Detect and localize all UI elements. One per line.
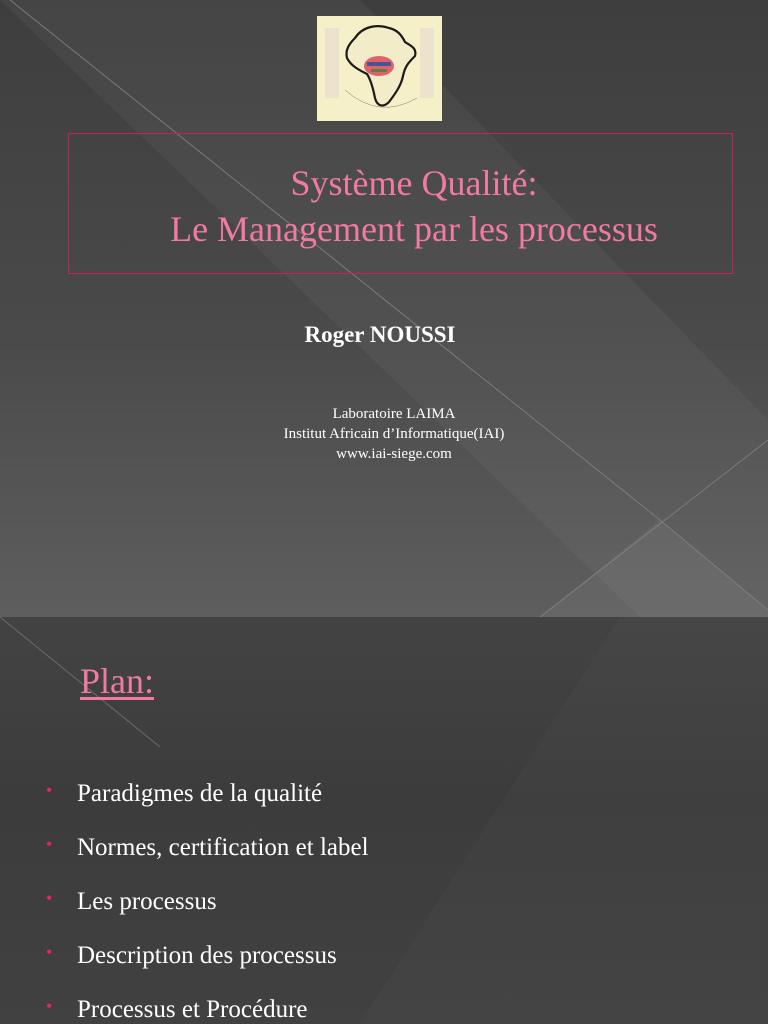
- list-item-text: Paradigmes de la qualité: [77, 780, 323, 807]
- slide-title: [68, 160, 760, 252]
- list-item: [46, 875, 369, 929]
- title-line-2: Le Management par les processus: [170, 209, 658, 249]
- iai-logo: [317, 16, 442, 121]
- list-item: [46, 983, 369, 1024]
- plan-heading: Plan:: [80, 661, 155, 701]
- list-item-text: Processus et Procédure: [77, 996, 308, 1023]
- list-item-text: Normes, certification et label: [77, 834, 369, 861]
- title-line-1: Système Qualité:: [290, 163, 538, 203]
- author-name: Roger NOUSSI: [304, 322, 456, 347]
- bullet-icon: •: [46, 833, 53, 854]
- list-item: [46, 767, 369, 821]
- institute-name: Institut Africain d’Informatique(IAI): [283, 426, 505, 442]
- bullet-icon: •: [46, 779, 53, 800]
- plan-slide: [0, 617, 768, 1024]
- affiliation-block: [0, 404, 768, 464]
- plan-list: [46, 767, 369, 1024]
- bullet-icon: •: [46, 941, 53, 962]
- list-item-text: Description des processus: [77, 942, 337, 969]
- bullet-icon: •: [46, 887, 53, 908]
- list-item: [46, 929, 369, 983]
- list-item-text: Les processus: [77, 888, 217, 915]
- bullet-icon: •: [46, 995, 53, 1016]
- africa-map-icon: [317, 16, 442, 121]
- website-link: www.iai-siege.com: [336, 446, 452, 462]
- lab-name: Laboratoire LAIMA: [332, 406, 456, 422]
- list-item: [46, 821, 369, 875]
